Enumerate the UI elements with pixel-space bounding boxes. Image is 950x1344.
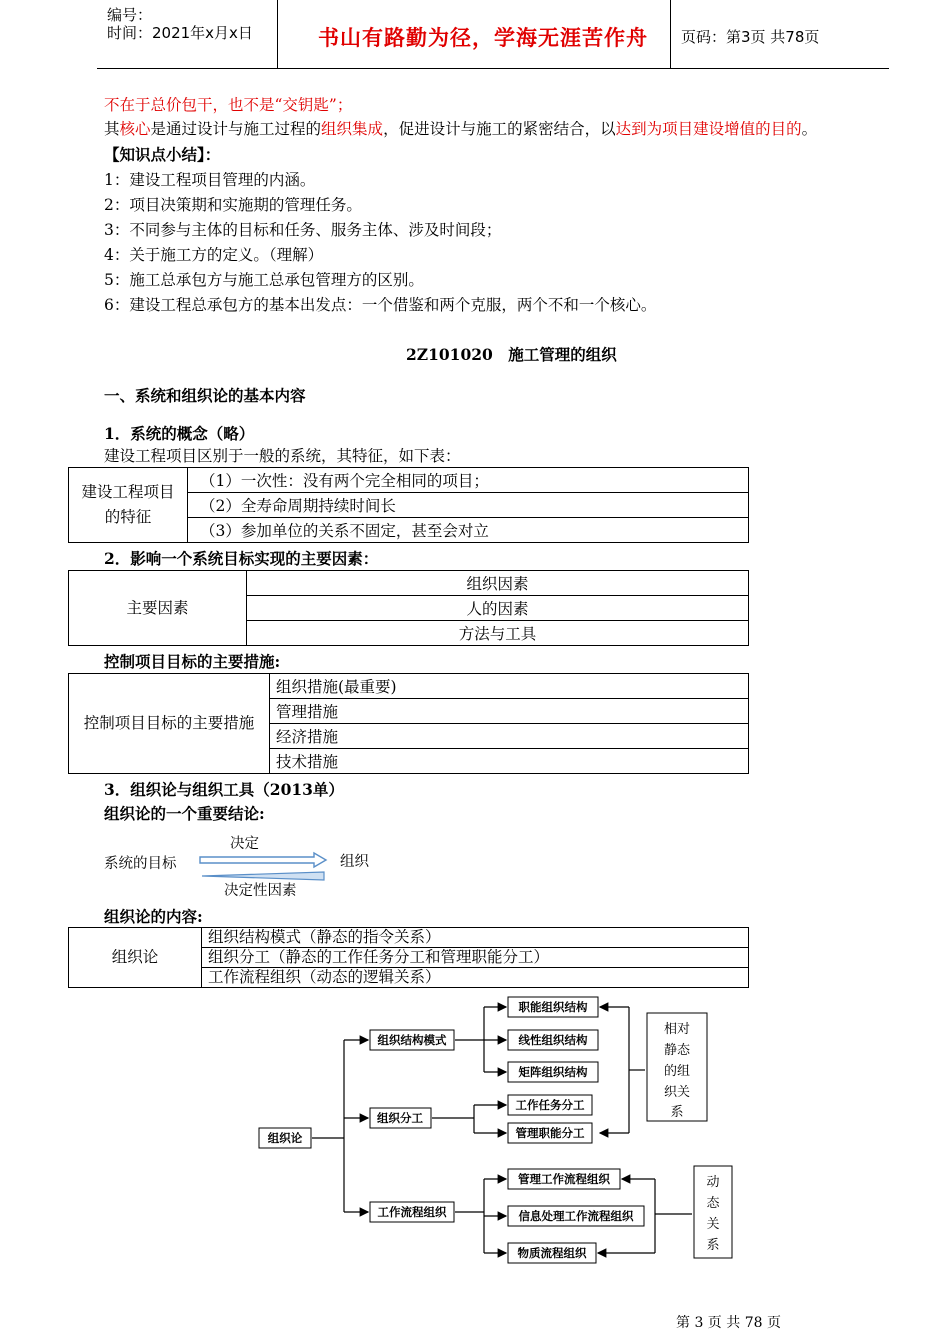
factor-row: 人的因素 [247, 596, 749, 621]
section-title: 2Z101020 施工管理的组织 [406, 345, 617, 364]
intro-text: ，促进设计与施工的紧密结合，以 [383, 120, 616, 138]
intro-text: 其 [104, 120, 120, 138]
measure-row: 管理措施 [270, 699, 749, 724]
sub-heading-6: 组织论的内容: [104, 907, 203, 926]
diagram-leaf: 信息处理工作流程组织 [518, 1209, 634, 1223]
intro-highlight: 组织集成 [321, 120, 384, 138]
sub-heading-4: 3．组织论与组织工具（2013单） [104, 780, 344, 799]
theory-row: 组织结构模式（静态的指令关系） [202, 928, 749, 948]
header-motto: 书山有路勤为径，学海无涯苦作舟 [318, 25, 648, 50]
static-label-line: 静态 [663, 1043, 691, 1058]
summary-item: 6：建设工程总承包方的基本出发点：一个借鉴和两个克服，两个不和一个核心。 [104, 296, 657, 314]
summary-item: 2：项目决策期和实施期的管理任务。 [104, 196, 362, 214]
diagram-leaf: 物质流程组织 [517, 1246, 587, 1260]
measure-row: 经济措施 [270, 724, 749, 749]
diagram-leaf: 管理工作流程组织 [518, 1172, 610, 1186]
dynamic-label-line: 动 [706, 1175, 720, 1190]
measure-row: 组织措施(最重要) [270, 674, 749, 699]
conclusion-bottom-label: 决定性因素 [224, 883, 297, 899]
factor-row: 方法与工具 [247, 621, 749, 646]
diagram-leaf: 矩阵组织结构 [518, 1065, 588, 1079]
diagram-leaf: 工作任务分工 [515, 1098, 585, 1112]
static-label-line: 相对 [663, 1022, 691, 1037]
page-footer: 第 3 页 共 78 页 [676, 1315, 781, 1331]
serial-label: 编号： [107, 6, 153, 24]
diagram-node: 组织结构模式 [377, 1033, 447, 1047]
feature-table-head: 建设工程项目的特征 [69, 468, 188, 543]
sub-heading-5: 组织论的一个重要结论: [104, 804, 265, 823]
diagram-leaf: 职能组织结构 [518, 1000, 588, 1014]
dynamic-label-line: 系 [706, 1238, 720, 1253]
sub-heading-2: 2．影响一个系统目标实现的主要因素： [104, 549, 379, 568]
intro-highlight: 达到为项目建设增值的目的 [615, 120, 802, 138]
measure-row: 技术措施 [270, 749, 749, 774]
intro-text: 是通过设计与施工过程的 [150, 120, 322, 138]
sub-heading-3: 控制项目目标的主要措施: [104, 652, 281, 671]
sub-heading-1: 1．系统的概念（略） [104, 424, 255, 443]
dynamic-label-line: 态 [706, 1196, 720, 1211]
heading-1: 一、系统和组织论的基本内容 [104, 386, 306, 405]
feature-row: （1）一次性：没有两个完全相同的项目； [188, 468, 749, 493]
factor-row: 组织因素 [247, 571, 749, 596]
summary-item: 1：建设工程项目管理的内涵。 [104, 171, 316, 189]
summary-title: 【知识点小结】： [104, 145, 221, 164]
theory-row: 组织分工（静态的工作任务分工和管理职能分工） [202, 948, 749, 968]
summary-item: 3：不同参与主体的目标和任务、服务主体、涉及时间段； [104, 221, 502, 239]
page-info: 页码：第3页 共78页 [681, 28, 820, 46]
summary-item: 5：施工总承包方与施工总承包管理方的区别。 [104, 271, 424, 289]
conclusion-top-label: 决定 [230, 836, 259, 852]
feature-row: （3）参加单位的关系不固定，甚至会对立 [188, 518, 749, 543]
time-label: 时间：2021年x月x日 [107, 24, 253, 42]
summary-item: 4：关于施工方的定义。（理解） [104, 246, 324, 264]
diagram-root: 组织论 [267, 1131, 303, 1145]
intro-text: 。 [801, 120, 818, 138]
factor-table-head: 主要因素 [69, 571, 247, 646]
conclusion-right-label: 组织 [340, 854, 369, 870]
sub-text-1: 建设工程项目区别于一般的系统，其特征，如下表： [104, 447, 461, 465]
conclusion-left-label: 系统的目标 [104, 856, 177, 872]
static-label-line: 系 [670, 1105, 684, 1120]
static-label-line: 织关 [663, 1085, 691, 1100]
intro-highlight: 核心 [119, 120, 151, 138]
diagram-node: 组织分工 [377, 1111, 423, 1125]
intro-line-1: 不在于总价包干，也不是“交钥匙”； [104, 96, 353, 114]
diagram-leaf: 管理职能分工 [515, 1126, 585, 1140]
feature-row: （2）全寿命周期持续时间长 [188, 493, 749, 518]
theory-row: 工作流程组织（动态的逻辑关系） [202, 968, 749, 988]
theory-table-head: 组织论 [69, 928, 202, 988]
dynamic-label-line: 关 [706, 1217, 720, 1232]
diagram-leaf: 线性组织结构 [518, 1033, 588, 1047]
diagram-node: 工作流程组织 [377, 1205, 447, 1219]
static-label-line: 的组 [663, 1064, 691, 1079]
measure-table-head: 控制项目目标的主要措施 [69, 674, 270, 774]
